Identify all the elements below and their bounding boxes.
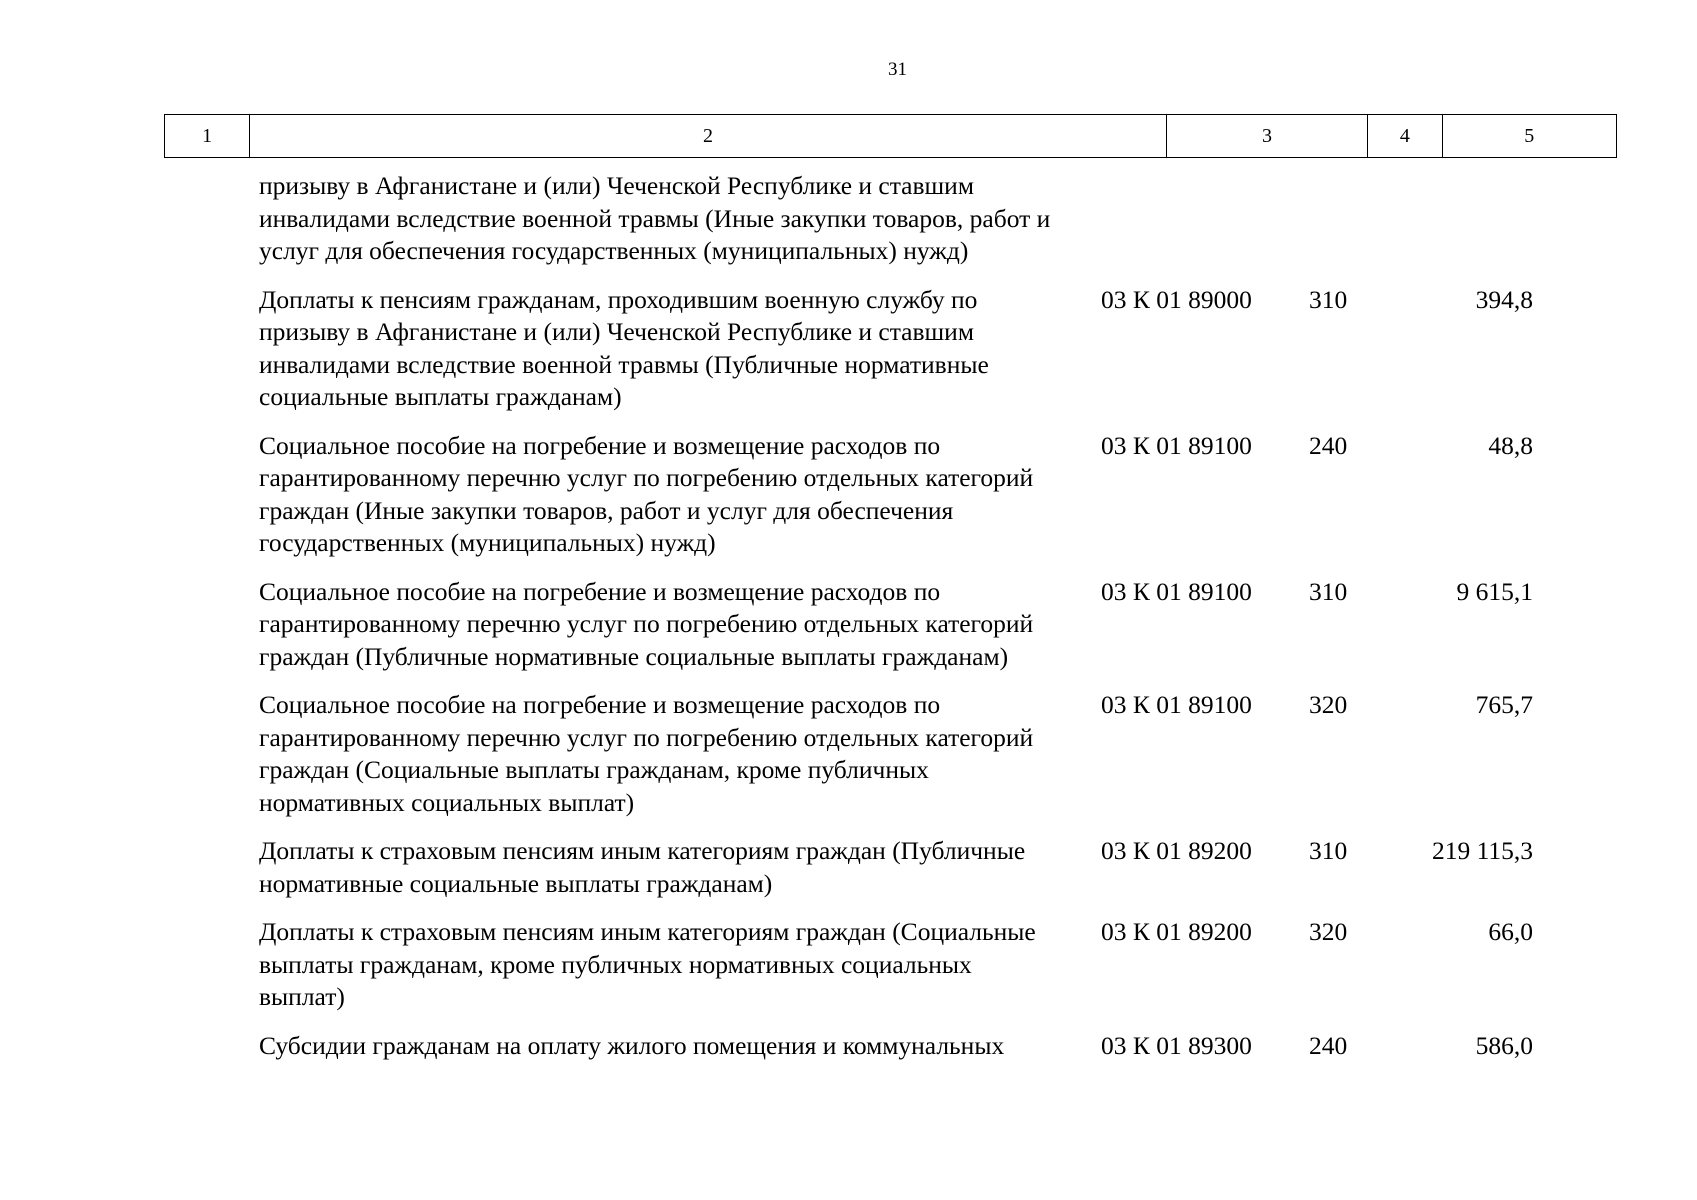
description-line: выплат) [259,982,345,1011]
expense-type-code: 240 [1309,430,1348,460]
target-article-code: 03 К 01 89100 [1101,576,1252,606]
column-header-4: 4 [1368,115,1442,158]
amount-value [1369,170,1541,268]
expense-type-code: 320 [1309,917,1348,946]
table-row [164,430,1617,560]
row-description [164,284,1093,414]
table-row [164,689,1617,819]
amount-value: 765,7 [1475,690,1533,719]
description-line: инвалидами вследствие военной травмы (Иные закупки товаров, работ и [259,203,1051,233]
column-header-5: 5 [1442,115,1617,158]
target-article-code: 03 К 01 89100 [1101,690,1252,719]
amount-value: 394,8 [1475,284,1533,314]
description-line: призыву в Афганистане и (или) Чеченской Республике и ставшим [259,171,974,200]
table-row [164,576,1617,674]
expense-type-code: 310 [1309,576,1348,606]
table-row [164,170,1617,268]
target-article-code [1093,170,1294,268]
page-number: 31 [888,59,907,80]
budget-rows [164,170,1617,1078]
column-header-3: 3 [1166,115,1368,158]
description-line: Доплаты к страховым пенсиям иным категориям граждан (Социальные [259,917,1036,946]
description-line: Доплаты к страховым пенсиям иным категориям граждан (Публичные [259,836,1026,865]
expense-type-code [1294,170,1369,268]
description-line: гарантированному перечню услуг по погребению отдельных категорий [259,722,1034,752]
description-line: Социальное пособие на погребение и возмещение расходов по [259,690,941,719]
description-line: нормативные социальные выплаты гражданам) [259,868,773,898]
description-line: инвалидами вследствие военной травмы (Публичные нормативные [259,349,989,379]
row-description [164,1030,1093,1063]
table-row [164,1030,1617,1063]
row-description [164,689,1093,819]
target-article-code: 03 К 01 89000 [1101,284,1252,314]
description-line: граждан (Публичные нормативные социальные выплаты гражданам) [259,641,1009,671]
target-article-code: 03 К 01 89200 [1101,836,1252,865]
description-line: социальные выплаты гражданам) [259,382,622,411]
row-description [164,916,1093,1014]
description-line: гарантированному перечню услуг по погребению отдельных категорий [259,609,1034,638]
amount-value: 66,0 [1488,917,1533,946]
amount-value: 219 115,3 [1431,836,1533,865]
description-line: граждан (Иные закупки товаров, работ и услуг для обеспечения [259,495,954,525]
description-line: услуг для обеспечения государственных (муниципальных) нужд) [259,236,969,265]
column-header-row [165,115,1617,158]
column-header-1: 1 [165,115,250,158]
table-row [164,916,1617,1014]
expense-type-code: 320 [1309,690,1348,719]
amount-value: 9 615,1 [1456,576,1533,606]
description-line: призыву в Афганистане и (или) Чеченской Республике и ставшим [259,317,974,346]
table-row [164,835,1617,900]
row-description [164,170,1093,268]
description-line: гарантированному перечню услуг по погребению отдельных категорий [259,463,1034,492]
target-article-code: 03 К 01 89200 [1101,917,1252,946]
column-header-table [164,114,1617,158]
description-line: граждан (Социальные выплаты гражданам, кроме публичных [259,755,929,784]
target-article-code: 03 К 01 89100 [1101,430,1252,460]
description-line: Социальное пособие на погребение и возмещение расходов по [259,576,941,606]
row-description [164,430,1093,560]
description-line: нормативных социальных выплат) [259,787,635,817]
column-header-2: 2 [250,115,1167,158]
amount-value: 586,0 [1475,1030,1533,1060]
expense-type-code: 240 [1309,1030,1348,1060]
row-description [164,576,1093,674]
description-line: выплаты гражданам, кроме публичных нормативных социальных [259,949,972,979]
target-article-code: 03 К 01 89300 [1101,1030,1252,1060]
description-line: Социальное пособие на погребение и возмещение расходов по [259,430,941,460]
expense-type-code: 310 [1309,836,1348,865]
amount-value: 48,8 [1488,430,1533,460]
table-row [164,284,1617,414]
expense-type-code: 310 [1309,284,1348,314]
description-line: Субсидии гражданам на оплату жилого помещения и коммунальных [259,1030,1005,1060]
description-line: Доплаты к пенсиям гражданам, проходившим военную службу по [259,284,978,314]
description-line: государственных (муниципальных) нужд) [259,528,716,557]
row-description [164,835,1093,900]
